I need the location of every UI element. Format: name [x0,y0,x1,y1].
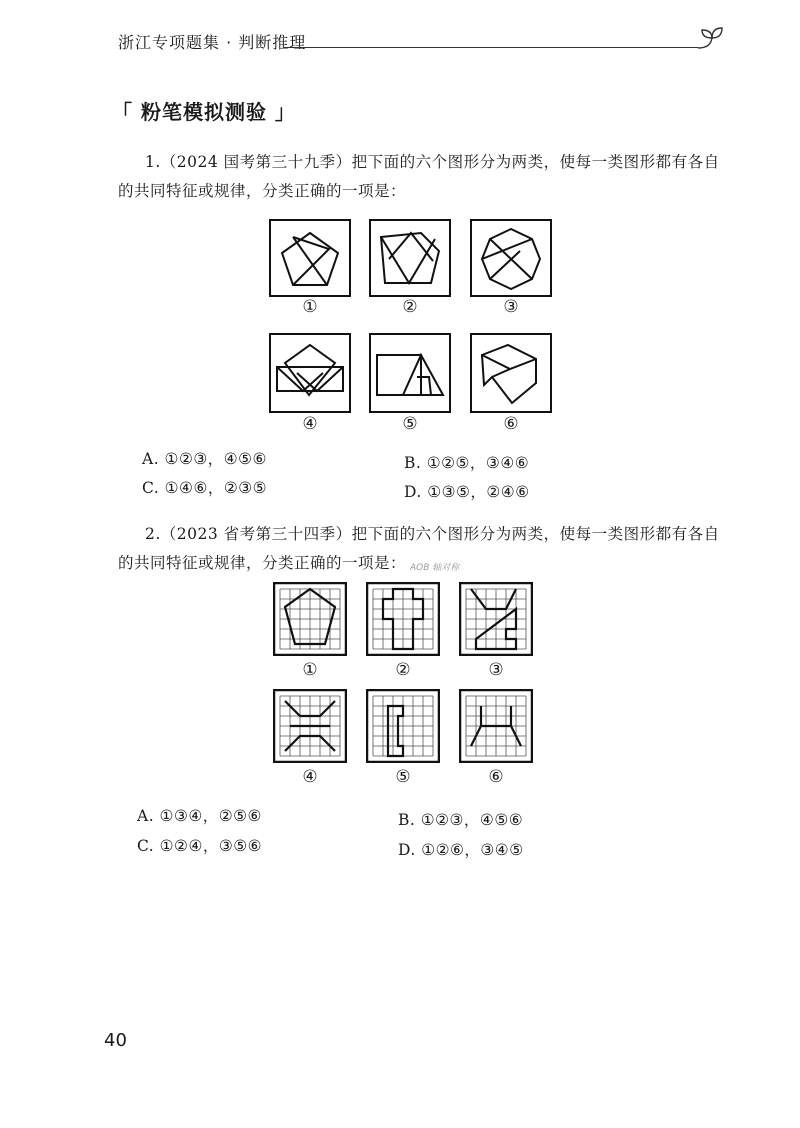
q2-label-6: ⑥ [488,767,504,787]
q2-stem-line2: 的共同特征或规律，分类正确的一项是： [118,554,407,572]
q2-option-b[interactable]: B. ①②③，④⑤⑥ [398,811,524,829]
q1-figure-4 [269,333,351,413]
q1-option-c[interactable]: C. ①④⑥，②③⑤ [142,479,268,497]
q2-stem-line1: 2.（2023 省考第三十四季）把下面的六个图形分为两类，使每一类图形都有各自 [145,525,720,543]
q2-option-d[interactable]: D. ①②⑥，③④⑤ [398,841,524,859]
q2-figure-5 [366,689,440,763]
q2-figure-1 [273,582,347,656]
section-title: 「 粉笔模拟测验 」 [112,100,296,124]
q1-option-d[interactable]: D. ①③⑤，②④⑥ [404,483,530,501]
q1-figure-3 [470,219,552,297]
q1-label-5: ⑤ [402,414,418,434]
q2-figure-6 [459,689,533,763]
q1-label-2: ② [402,297,418,317]
page-number: 40 [104,1030,127,1051]
q1-figure-5 [369,333,451,413]
q1-label-3: ③ [503,297,519,317]
q1-stem-line2: 的共同特征或规律，分类正确的一项是： [118,182,407,200]
header-rule [283,47,698,48]
q1-option-a[interactable]: A. ①②③，④⑤⑥ [142,450,267,468]
q1-label-1: ① [302,297,318,317]
q1-option-b[interactable]: B. ①②⑤，③④⑥ [404,454,530,472]
q1-stem-line1: 1.（2024 国考第三十九季）把下面的六个图形分为两类，使每一类图形都有各自 [145,153,720,171]
q2-label-4: ④ [302,767,318,787]
q1-label-4: ④ [302,414,318,434]
handwritten-note: AOB 轴对称 [410,563,460,573]
q2-figure-4 [273,689,347,763]
q2-option-a[interactable]: A. ①③④，②⑤⑥ [137,807,262,825]
q1-figure-6 [470,333,552,413]
sprout-icon [692,22,728,58]
q1-figure-1 [269,219,351,297]
q2-figure-3 [459,582,533,656]
q1-figure-2 [369,219,451,297]
q2-label-3: ③ [488,660,504,680]
q2-label-5: ⑤ [395,767,411,787]
q2-figure-2 [366,582,440,656]
q2-label-1: ① [302,660,318,680]
running-header: 浙江专项题集 · 判断推理 [118,33,307,52]
q2-label-2: ② [395,660,411,680]
q2-option-c[interactable]: C. ①②④，③⑤⑥ [137,837,263,855]
q1-label-6: ⑥ [503,414,519,434]
